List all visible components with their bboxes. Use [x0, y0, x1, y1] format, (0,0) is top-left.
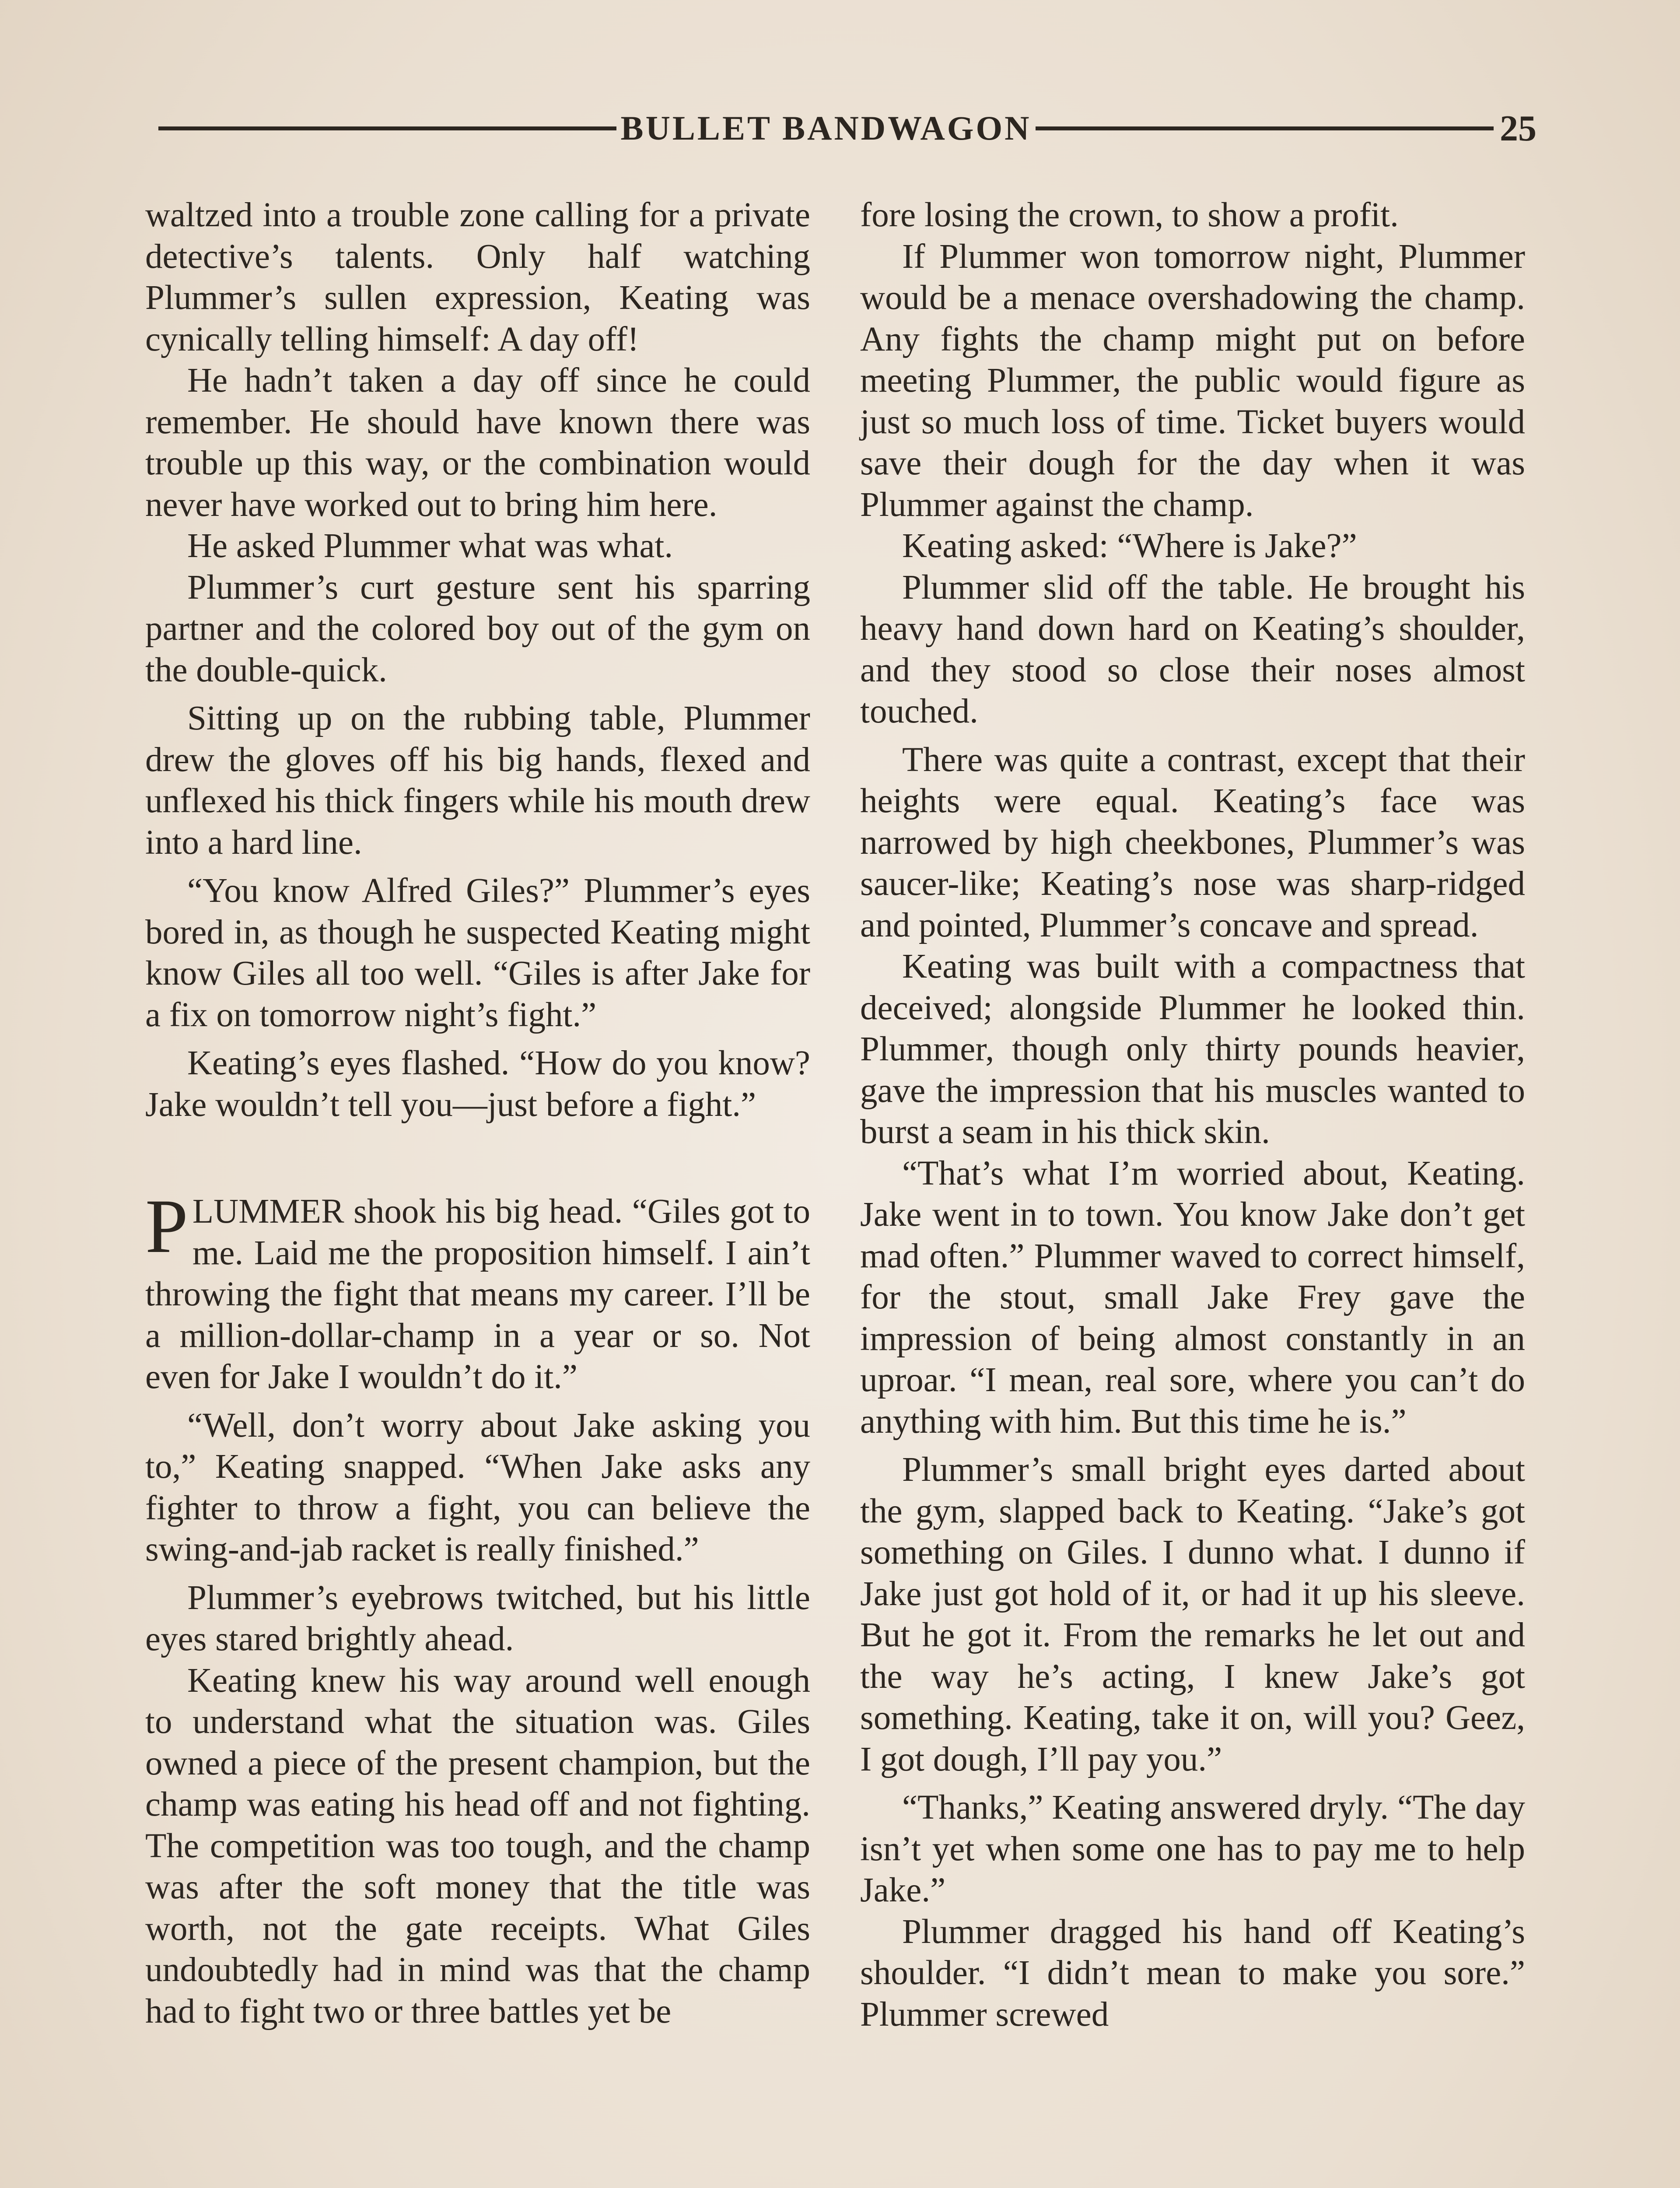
- header-rule-right: [1036, 126, 1494, 130]
- drop-cap: P: [145, 1184, 188, 1269]
- paragraph: He hadn’t taken a day off since he could remember. He should have known there was trouble up this way, or the combination would never have worked out to bring him here.: [145, 361, 810, 524]
- paragraph: fore losing the crown, to show a profit.: [860, 196, 1399, 234]
- header-title: BULLET BANDWAGON: [620, 109, 1032, 147]
- paragraph: If Plummer won tomorrow night, Plummer would be a menace overshadowing the champ. Any fights the champ might put on before meeting Plummer, the public would figure as just so much loss of time. Ticket buyers would save their dough for the day when it was Plummer against the champ.: [860, 237, 1525, 524]
- paragraph: Plummer’s eyebrows twitched, but his little eyes stared brightly ahead.: [145, 1578, 810, 1658]
- paragraph: “Well, don’t worry about Jake asking you to,” Keating snapped. “When Jake asks any fighter to throw a fight, you can believe the swing-and-jab racket is really finished.”: [145, 1406, 810, 1568]
- page-number: 25: [1500, 108, 1537, 149]
- paragraph: He asked Plummer what was what.: [187, 527, 673, 565]
- paragraph: Sitting up on the rubbing table, Plummer drew the gloves off his big hands, flexed and unflexed his thick fingers while his mouth drew into a hard line.: [145, 699, 810, 862]
- paragraph: waltzed into a trouble zone calling for a private detective’s talents. Only half watching Plummer’s sullen expression, Keating was cynically telling himself: A day off!: [145, 196, 810, 358]
- paragraph: Plummer’s small bright eyes darted about the gym, slapped back to Keating. “Jake’s got something on Giles. I dunno what. I dunno if Jake just got hold of it, or had it up his sleeve. But he got it. From the remarks he let out and the way he’s acting, I knew Jake’s got something. Keating, take it on, will you? Geez, I got dough, I’ll pay you.”: [860, 1451, 1525, 1778]
- paragraph: There was quite a contrast, except that their heights were equal. Keating’s face was narrowed by high cheekbones, Plummer’s was saucer-like; Keating’s nose was sharp-ridged and pointed, Plummer’s concave and spread.: [860, 740, 1525, 944]
- paragraph: “Thanks,” Keating answered dryly. “The day isn’t yet when some one has to pay me to help Jake.”: [860, 1788, 1525, 1909]
- header-rule-left: [158, 126, 616, 130]
- paragraph: Plummer dragged his hand off Keating’s shoulder. “I didn’t mean to make you sore.” Plummer screwed: [860, 1912, 1525, 2034]
- paragraph: Keating knew his way around well enough to understand what the situation was. Giles owned a piece of the present champion, but the champ was eating his head off and not fighting. The competition was too tough, and the champ was after the soft money that the title was worth, not the gate receipts. What Giles undoubtedly had in mind was that the champ had to fight two or three battles yet be: [145, 1661, 810, 2030]
- paragraph: Keating was built with a compactness that deceived; alongside Plummer he looked thin. Plummer, though only thirty pounds heavier, gave the impression that his muscles wanted to burst a seam in his thick skin.: [860, 947, 1525, 1151]
- paragraph-text: LUMMER shook his big head. “Giles got to me. Laid me the proposition himself. I ain’t throwing the fight that means my career. I’ll be a million-dollar-champ in a year or so. Not even for Jake I wouldn’t do it.”: [145, 1192, 810, 1396]
- paragraph: Plummer’s curt gesture sent his sparring partner and the colored boy out of the gym on the double-quick.: [145, 568, 810, 689]
- paragraph: “That’s what I’m worried about, Keating. Jake went in to town. You know Jake don’t get mad often.” Plummer waved to correct himself, for the stout, small Jake Frey gave the impression of being almost constantly in an uproar. “I mean, real sore, where you can’t do anything with him. But this time he is.”: [860, 1154, 1525, 1441]
- left-column: [145, 195, 810, 2032]
- section-opening-paragraph: [145, 1184, 810, 1398]
- right-column: [860, 195, 1525, 2035]
- paragraph: Keating asked: “Where is Jake?”: [902, 527, 1357, 565]
- paragraph: Keating’s eyes flashed. “How do you know? Jake wouldn’t tell you—just before a fight.”: [145, 1044, 810, 1124]
- paragraph: “You know Alfred Giles?” Plummer’s eyes bored in, as though he suspected Keating might know Giles all too well. “Giles is after Jake for a fix on tomorrow night’s fight.”: [145, 872, 810, 1034]
- running-header: [158, 104, 1536, 152]
- paragraph: Plummer slid off the table. He brought his heavy hand down hard on Keating’s shoulder, and they stood so close their noses almost touched.: [860, 568, 1525, 730]
